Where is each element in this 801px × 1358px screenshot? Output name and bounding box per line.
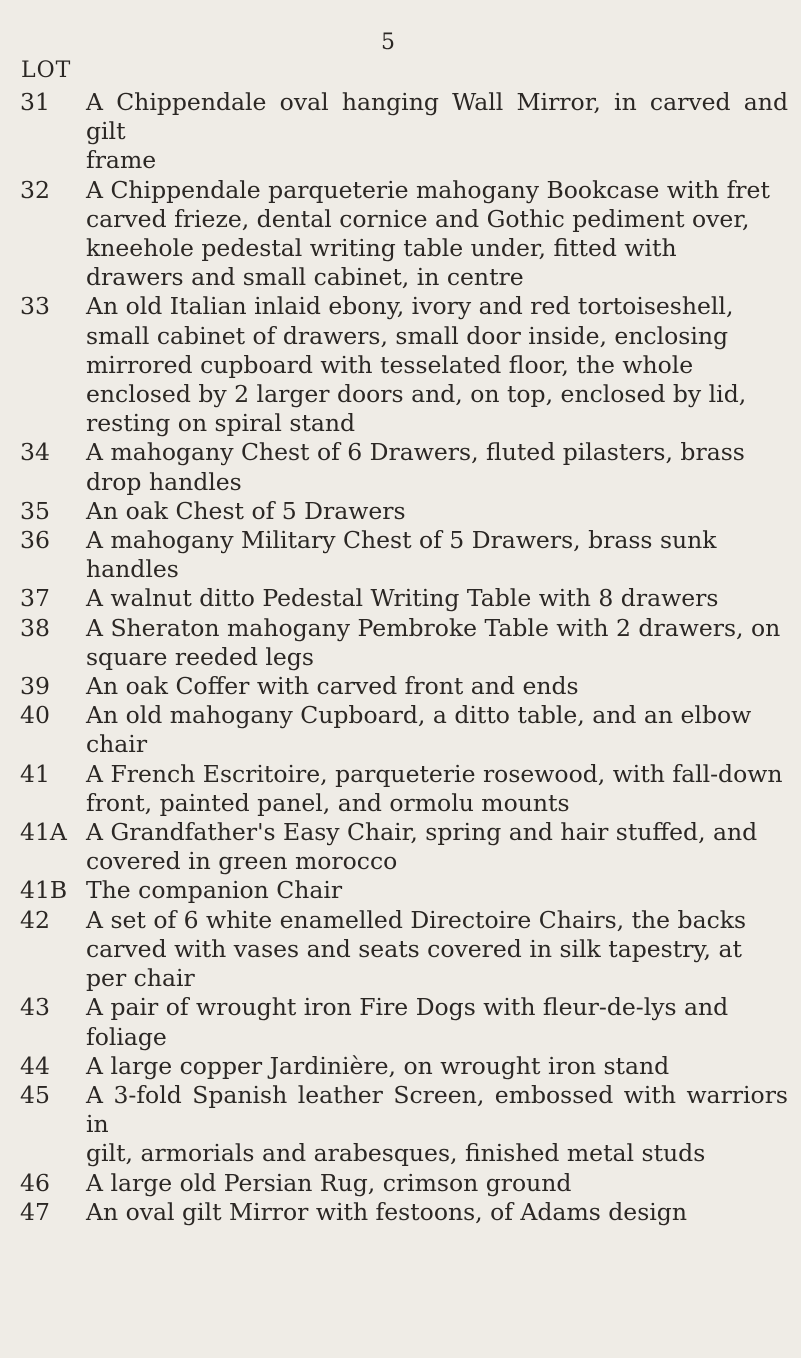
lot-description xyxy=(86,438,794,496)
lot-description xyxy=(86,526,794,584)
lot-description-line: A set of 6 white enamelled Directoire Chairs, the backs xyxy=(86,905,747,934)
lot-description-line: A large old Persian Rug, crimson ground xyxy=(86,1168,572,1197)
lot-description-line: An oak Chest of 5 Drawers xyxy=(86,496,406,525)
lot-description-line: A walnut ditto Pedestal Writing Table with 8 drawers xyxy=(86,584,719,613)
lot-description-line: An old mahogany Cupboard, a ditto table, and an elbow xyxy=(86,701,752,730)
lot-entry xyxy=(18,672,794,701)
lot-column-header: LOT xyxy=(21,58,72,83)
lot-description xyxy=(86,88,794,176)
lot-description xyxy=(86,176,794,293)
lot-description-line: A French Escritoire, parqueterie rosewood, with fall-down xyxy=(86,759,783,788)
lot-number: 35 xyxy=(20,496,50,525)
lot-description xyxy=(86,701,794,759)
lot-description xyxy=(86,614,794,672)
lot-number: 36 xyxy=(20,526,50,555)
lot-list xyxy=(18,88,794,1227)
lot-description xyxy=(86,1198,794,1227)
lot-description-line: A 3-fold Spanish leather Screen, embossed with warriors in xyxy=(86,1080,788,1139)
lot-description-line: front, painted panel, and ormolu mounts xyxy=(86,788,570,817)
lot-entry xyxy=(18,438,794,496)
lot-number: 38 xyxy=(20,613,50,642)
lot-number: 47 xyxy=(20,1197,50,1226)
lot-description-line: mirrored cupboard with tesselated floor, the whole xyxy=(86,350,694,379)
lot-description-line: A Chippendale parqueterie mahogany Bookcase with fret xyxy=(86,175,770,204)
lot-description xyxy=(86,497,794,526)
lot-description-line: A Grandfather's Easy Chair, spring and hair stuffed, and xyxy=(86,818,758,847)
lot-entry xyxy=(18,701,794,759)
lot-number: 44 xyxy=(20,1051,50,1080)
lot-number: 33 xyxy=(20,292,50,321)
lot-description xyxy=(86,1169,794,1198)
lot-description-line: A pair of wrought iron Fire Dogs with fleur-de-lys and xyxy=(86,993,729,1022)
lot-description-line: carved with vases and seats covered in silk tapestry, at xyxy=(86,934,742,963)
lot-description xyxy=(86,993,794,1051)
lot-entry xyxy=(18,1169,794,1198)
lot-entry xyxy=(18,760,794,818)
lot-description xyxy=(86,1081,794,1169)
lot-number: 34 xyxy=(20,438,50,467)
lot-entry xyxy=(18,292,794,438)
lot-entry xyxy=(18,584,794,613)
lot-number: 39 xyxy=(20,672,50,701)
lot-number: 46 xyxy=(20,1168,50,1197)
lot-entry xyxy=(18,876,794,905)
lot-number: 41A xyxy=(20,818,67,847)
lot-description-line: frame xyxy=(86,146,157,175)
lot-description-line: gilt, armorials and arabesques, finished metal studs xyxy=(86,1139,706,1168)
lot-description xyxy=(86,818,794,876)
lot-description xyxy=(86,672,794,701)
lot-number: 37 xyxy=(20,584,50,613)
lot-description xyxy=(86,292,794,438)
lot-description-line: A large copper Jardinière, on wrought iron stand xyxy=(86,1051,670,1080)
lot-description-line: enclosed by 2 larger doors and, on top, enclosed by lid, xyxy=(86,380,747,409)
lot-entry xyxy=(18,614,794,672)
lot-description-line: per chair xyxy=(86,964,195,993)
lot-description-line: An oval gilt Mirror with festoons, of Adams design xyxy=(86,1197,687,1226)
lot-description-line: A mahogany Chest of 6 Drawers, fluted pilasters, brass xyxy=(86,438,745,467)
lot-entry xyxy=(18,993,794,1051)
lot-entry xyxy=(18,906,794,994)
lot-entry xyxy=(18,1081,794,1169)
lot-number: 31 xyxy=(20,88,50,116)
lot-description-line: square reeded legs xyxy=(86,642,314,671)
lot-number: 32 xyxy=(20,175,50,204)
lot-entry xyxy=(18,88,794,176)
lot-entry xyxy=(18,526,794,584)
lot-description xyxy=(86,584,794,613)
lot-description-line: A mahogany Military Chest of 5 Drawers, brass sunk xyxy=(86,526,717,555)
lot-number: 41 xyxy=(20,759,50,788)
lot-description-line: A Chippendale oval hanging Wall Mirror, in carved and gilt xyxy=(86,88,788,146)
lot-description-line: resting on spiral stand xyxy=(86,409,356,438)
lot-description-line: covered in green morocco xyxy=(86,847,398,876)
lot-number: 43 xyxy=(20,993,50,1022)
lot-number: 40 xyxy=(20,701,50,730)
lot-number: 45 xyxy=(20,1080,50,1109)
lot-description-line: A Sheraton mahogany Pembroke Table with 2 drawers, on xyxy=(86,613,781,642)
lot-description xyxy=(86,906,794,994)
lot-description-line: foliage xyxy=(86,1022,167,1051)
page-number: 5 xyxy=(381,30,395,55)
lot-entry xyxy=(18,176,794,293)
lot-entry xyxy=(18,1052,794,1081)
lot-number: 41B xyxy=(20,876,68,905)
lot-description-line: kneehole pedestal writing table under, fitted with xyxy=(86,234,677,263)
lot-description xyxy=(86,876,794,905)
lot-entry xyxy=(18,818,794,876)
lot-description xyxy=(86,760,794,818)
lot-description-line: handles xyxy=(86,555,179,584)
lot-description-line: chair xyxy=(86,730,148,759)
lot-description-line: small cabinet of drawers, small door inside, enclosing xyxy=(86,321,729,350)
lot-description-line: drop handles xyxy=(86,467,242,496)
lot-description-line: An old Italian inlaid ebony, ivory and red tortoiseshell, xyxy=(86,292,734,321)
lot-description-line: An oak Coffer with carved front and ends xyxy=(86,672,579,701)
lot-description xyxy=(86,1052,794,1081)
lot-description-line: The companion Chair xyxy=(86,876,343,905)
lot-number: 42 xyxy=(20,905,50,934)
lot-description-line: drawers and small cabinet, in centre xyxy=(86,263,524,292)
lot-entry xyxy=(18,497,794,526)
lot-entry xyxy=(18,1198,794,1227)
lot-description-line: carved frieze, dental cornice and Gothic pediment over, xyxy=(86,204,750,233)
